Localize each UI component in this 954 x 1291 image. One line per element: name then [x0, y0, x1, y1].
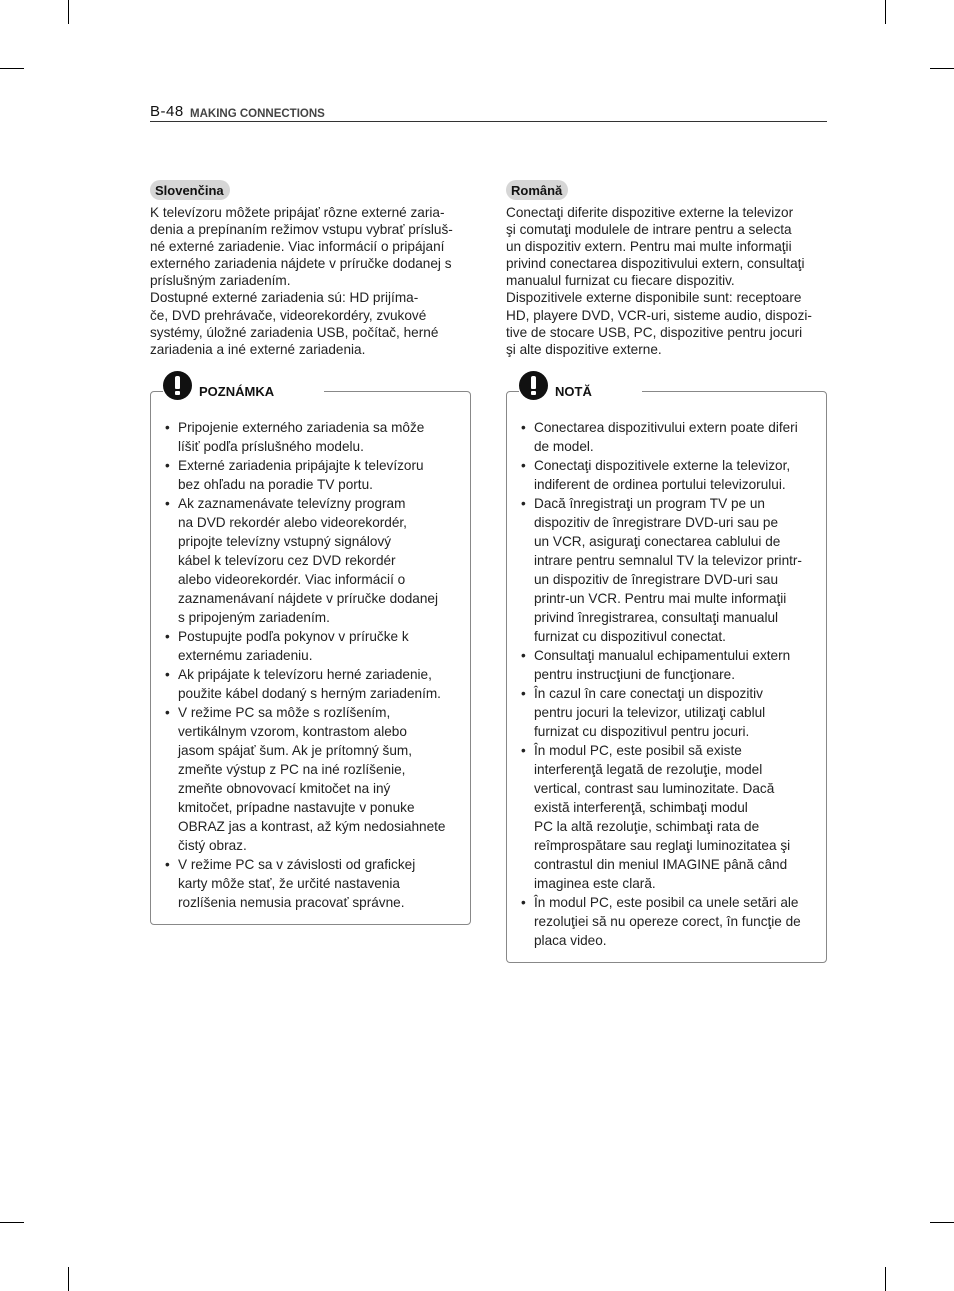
exclamation-icon — [519, 371, 548, 400]
list-item — [163, 456, 462, 494]
list-item-line: intrare pentru semnalul TV la televizor printr- — [534, 552, 802, 568]
page-number: B-48 — [150, 103, 184, 120]
list-item-line: zmeňte výstup z PC na iné rozlíšenie, — [178, 761, 406, 777]
list-item-line: • Dacă înregistraţi un program TV pe un — [534, 495, 765, 511]
list-item-line: PC la altă rezoluţie, schimbaţi rata de — [534, 818, 760, 834]
intro-line: Conectaţi diferite dispozitive externe la televizor — [506, 205, 794, 220]
exclamation-icon — [163, 371, 192, 400]
list-item-line: • V režime PC sa v závislosti od grafickej — [178, 856, 416, 872]
list-item-line: • Postupujte podľa pokynov v príručke k — [178, 628, 409, 644]
list-item-line: • Conectaţi dispozitivele externe la televizor, — [534, 457, 791, 473]
list-item-line: pripojte televízny vstupný signálový — [178, 533, 392, 549]
note-box — [506, 383, 827, 963]
section-title: MAKING CONNECTIONS — [190, 108, 325, 120]
intro-line: systémy, úložné zariadenia USB, počítač, herné — [150, 324, 439, 340]
intro-line: privind conectarea dispozitivului extern, consultaţi — [506, 256, 805, 272]
page-header — [150, 104, 827, 122]
note-header — [519, 370, 642, 400]
list-item — [163, 627, 462, 665]
list-item-line: zaznamenávaní nájdete v príručke dodanej — [178, 590, 438, 606]
crop-mark-right-bottom — [930, 1222, 954, 1223]
romanian-column — [506, 180, 827, 963]
list-item-line: vertikálnym vzorom, kontrastom alebo — [178, 723, 407, 739]
intro-line: zariadenia a iné externé zariadenia. — [150, 341, 366, 357]
list-item-line: dispozitiv de înregistrare DVD-uri sau pe — [534, 514, 779, 530]
list-item-line: interferenţă legată de rezoluţie, model — [534, 761, 763, 777]
list-item-line: karty môže stať, že určité nastavenia — [178, 875, 400, 891]
list-item — [163, 665, 462, 703]
list-item — [519, 741, 818, 893]
list-item-line: rozlíšenia nemusia pracovať správne. — [178, 894, 405, 910]
list-item-line: jasom spájať šum. Ak je prítomný šum, — [178, 742, 413, 758]
list-item-line: • Ak pripájate k televízoru herné zariadenie, — [178, 666, 432, 682]
intro-line: un dispozitiv extern. Pentru mai multe informaţii — [506, 239, 792, 255]
list-item-line: • Ak zaznamenávate televízny program — [178, 495, 406, 511]
list-item-line: s pripojeným zariadením. — [178, 609, 330, 625]
list-item — [519, 684, 818, 741]
intro-line: né externé zariadenie. Viac informácií o pripájaní — [150, 239, 445, 255]
crop-mark-bottom-right — [885, 1267, 886, 1291]
list-item-line: • Conectarea dispozitivului extern poate diferi — [534, 419, 798, 435]
crop-mark-top-right — [885, 0, 886, 24]
intro-line: K televízoru môžete pripájať rôzne externé zaria- — [150, 205, 445, 220]
intro-line: príslušným zariadením. — [150, 273, 291, 289]
note-header — [163, 370, 324, 400]
list-item-line: pentru jocuri la televizor, utilizaţi cablul — [534, 704, 766, 720]
list-item-line: privind înregistrarea, consultaţi manualul — [534, 609, 779, 625]
list-item-line: de model. — [534, 438, 594, 454]
list-item — [163, 703, 462, 855]
list-item-line: kmitočet, prípadne nastavujte v ponuke — [178, 799, 415, 815]
list-item-line: vertical, contrast sau luminozitate. Dacă — [534, 780, 775, 796]
list-item-line: • V režime PC sa môže s rozlíšením, — [178, 704, 391, 720]
list-item-line: kábel k televízoru cez DVD rekordér — [178, 552, 396, 568]
list-item-line: zmeňte obnovovací kmitočet na iný — [178, 780, 391, 796]
note-list — [163, 418, 462, 912]
list-item-line: pentru instrucţiuni de funcţionare. — [534, 666, 736, 682]
list-item — [519, 418, 818, 456]
list-item-line: • Consultaţi manualul echipamentului extern — [534, 647, 791, 663]
list-item-line: • Externé zariadenia pripájajte k televízoru — [178, 457, 424, 473]
list-item — [519, 494, 818, 646]
note-label: NOTĂ — [555, 383, 592, 399]
list-item-line: externému zariadeniu. — [178, 647, 313, 663]
list-item — [163, 418, 462, 456]
list-item-line: placa video. — [534, 932, 607, 948]
crop-mark-left-bottom — [0, 1222, 24, 1223]
list-item — [519, 893, 818, 950]
intro-line: manualul furnizat cu fiecare dispozitiv. — [506, 273, 735, 289]
intro-line: tive de stocare USB, PC, dispozitive pentru jocuri — [506, 324, 803, 340]
intro-text — [506, 204, 827, 358]
list-item — [163, 855, 462, 912]
list-item-line: rezoluţiei să nu opereze corect, în funcţie de — [534, 913, 801, 929]
list-item — [519, 456, 818, 494]
crop-mark-top-left — [68, 0, 69, 24]
list-item-line: • Pripojenie externého zariadenia sa môže — [178, 419, 425, 435]
crop-mark-left-top — [0, 68, 24, 69]
note-box — [150, 383, 471, 925]
slovak-column — [150, 180, 471, 925]
intro-line: şi comutaţi modulele de intrare pentru a selecta — [506, 222, 792, 238]
list-item-line: na DVD rekordér alebo videorekordér, — [178, 514, 407, 530]
intro-line: şi alte dispozitive externe. — [506, 341, 662, 357]
list-item-line: • În modul PC, este posibil să existe — [534, 742, 742, 758]
crop-mark-right-top — [930, 68, 954, 69]
list-item-line: un dispozitiv de înregistrare DVD-uri sau — [534, 571, 779, 587]
list-item-line: alebo videorekordér. Viac informácií o — [178, 571, 406, 587]
language-label-romanian: Română — [506, 180, 568, 200]
list-item-line: printr-un VCR. Pentru mai multe informaţii — [534, 590, 787, 606]
list-item-line: furnizat cu dispozitivul conectat. — [534, 628, 726, 644]
list-item — [163, 494, 462, 627]
intro-line: Dispozitivele externe disponibile sunt: receptoare — [506, 290, 802, 306]
intro-line: če, DVD prehrávače, videorekordéry, zvukové — [150, 307, 427, 323]
intro-line: Dostupné externé zariadenia sú: HD prijíma- — [150, 290, 419, 306]
list-item — [519, 646, 818, 684]
list-item-line: indiferent de ordinea portului televizorului. — [534, 476, 786, 492]
language-label-slovak: Slovenčina — [150, 180, 230, 200]
list-item-line: există interferenţă, schimbaţi modul — [534, 799, 748, 815]
crop-mark-bottom-left — [68, 1267, 69, 1291]
list-item-line: • În modul PC, este posibil ca unele setări ale — [534, 894, 799, 910]
list-item-line: použite kábel dodaný s herným zariadením. — [178, 685, 441, 701]
intro-text — [150, 204, 471, 358]
list-item-line: imaginea este clară. — [534, 875, 656, 891]
intro-line: HD, playere DVD, VCR-uri, sisteme audio, dispozi- — [506, 307, 812, 323]
list-item-line: • În cazul în care conectaţi un dispozitiv — [534, 685, 763, 701]
list-item-line: contrastul din meniul IMAGINE până când — [534, 856, 788, 872]
list-item-line: un VCR, asiguraţi conectarea cablului de — [534, 533, 781, 549]
intro-line: externého zariadenia nájdete v príručke dodanej s — [150, 256, 452, 272]
intro-line: denia a prepínaním režimov vstupu vybrať prísluš- — [150, 222, 453, 238]
list-item-line: líšiť podľa príslušného modelu. — [178, 438, 364, 454]
list-item-line: reîmprospătare sau reglaţi luminozitatea şi — [534, 837, 791, 853]
note-label: POZNÁMKA — [199, 383, 275, 399]
list-item-line: furnizat cu dispozitivul pentru jocuri. — [534, 723, 750, 739]
list-item-line: OBRAZ jas a kontrast, až kým nedosiahnete — [178, 818, 446, 834]
list-item-line: čistý obraz. — [178, 837, 247, 853]
list-item-line: bez ohľadu na poradie TV portu. — [178, 476, 373, 492]
note-list — [519, 418, 818, 950]
